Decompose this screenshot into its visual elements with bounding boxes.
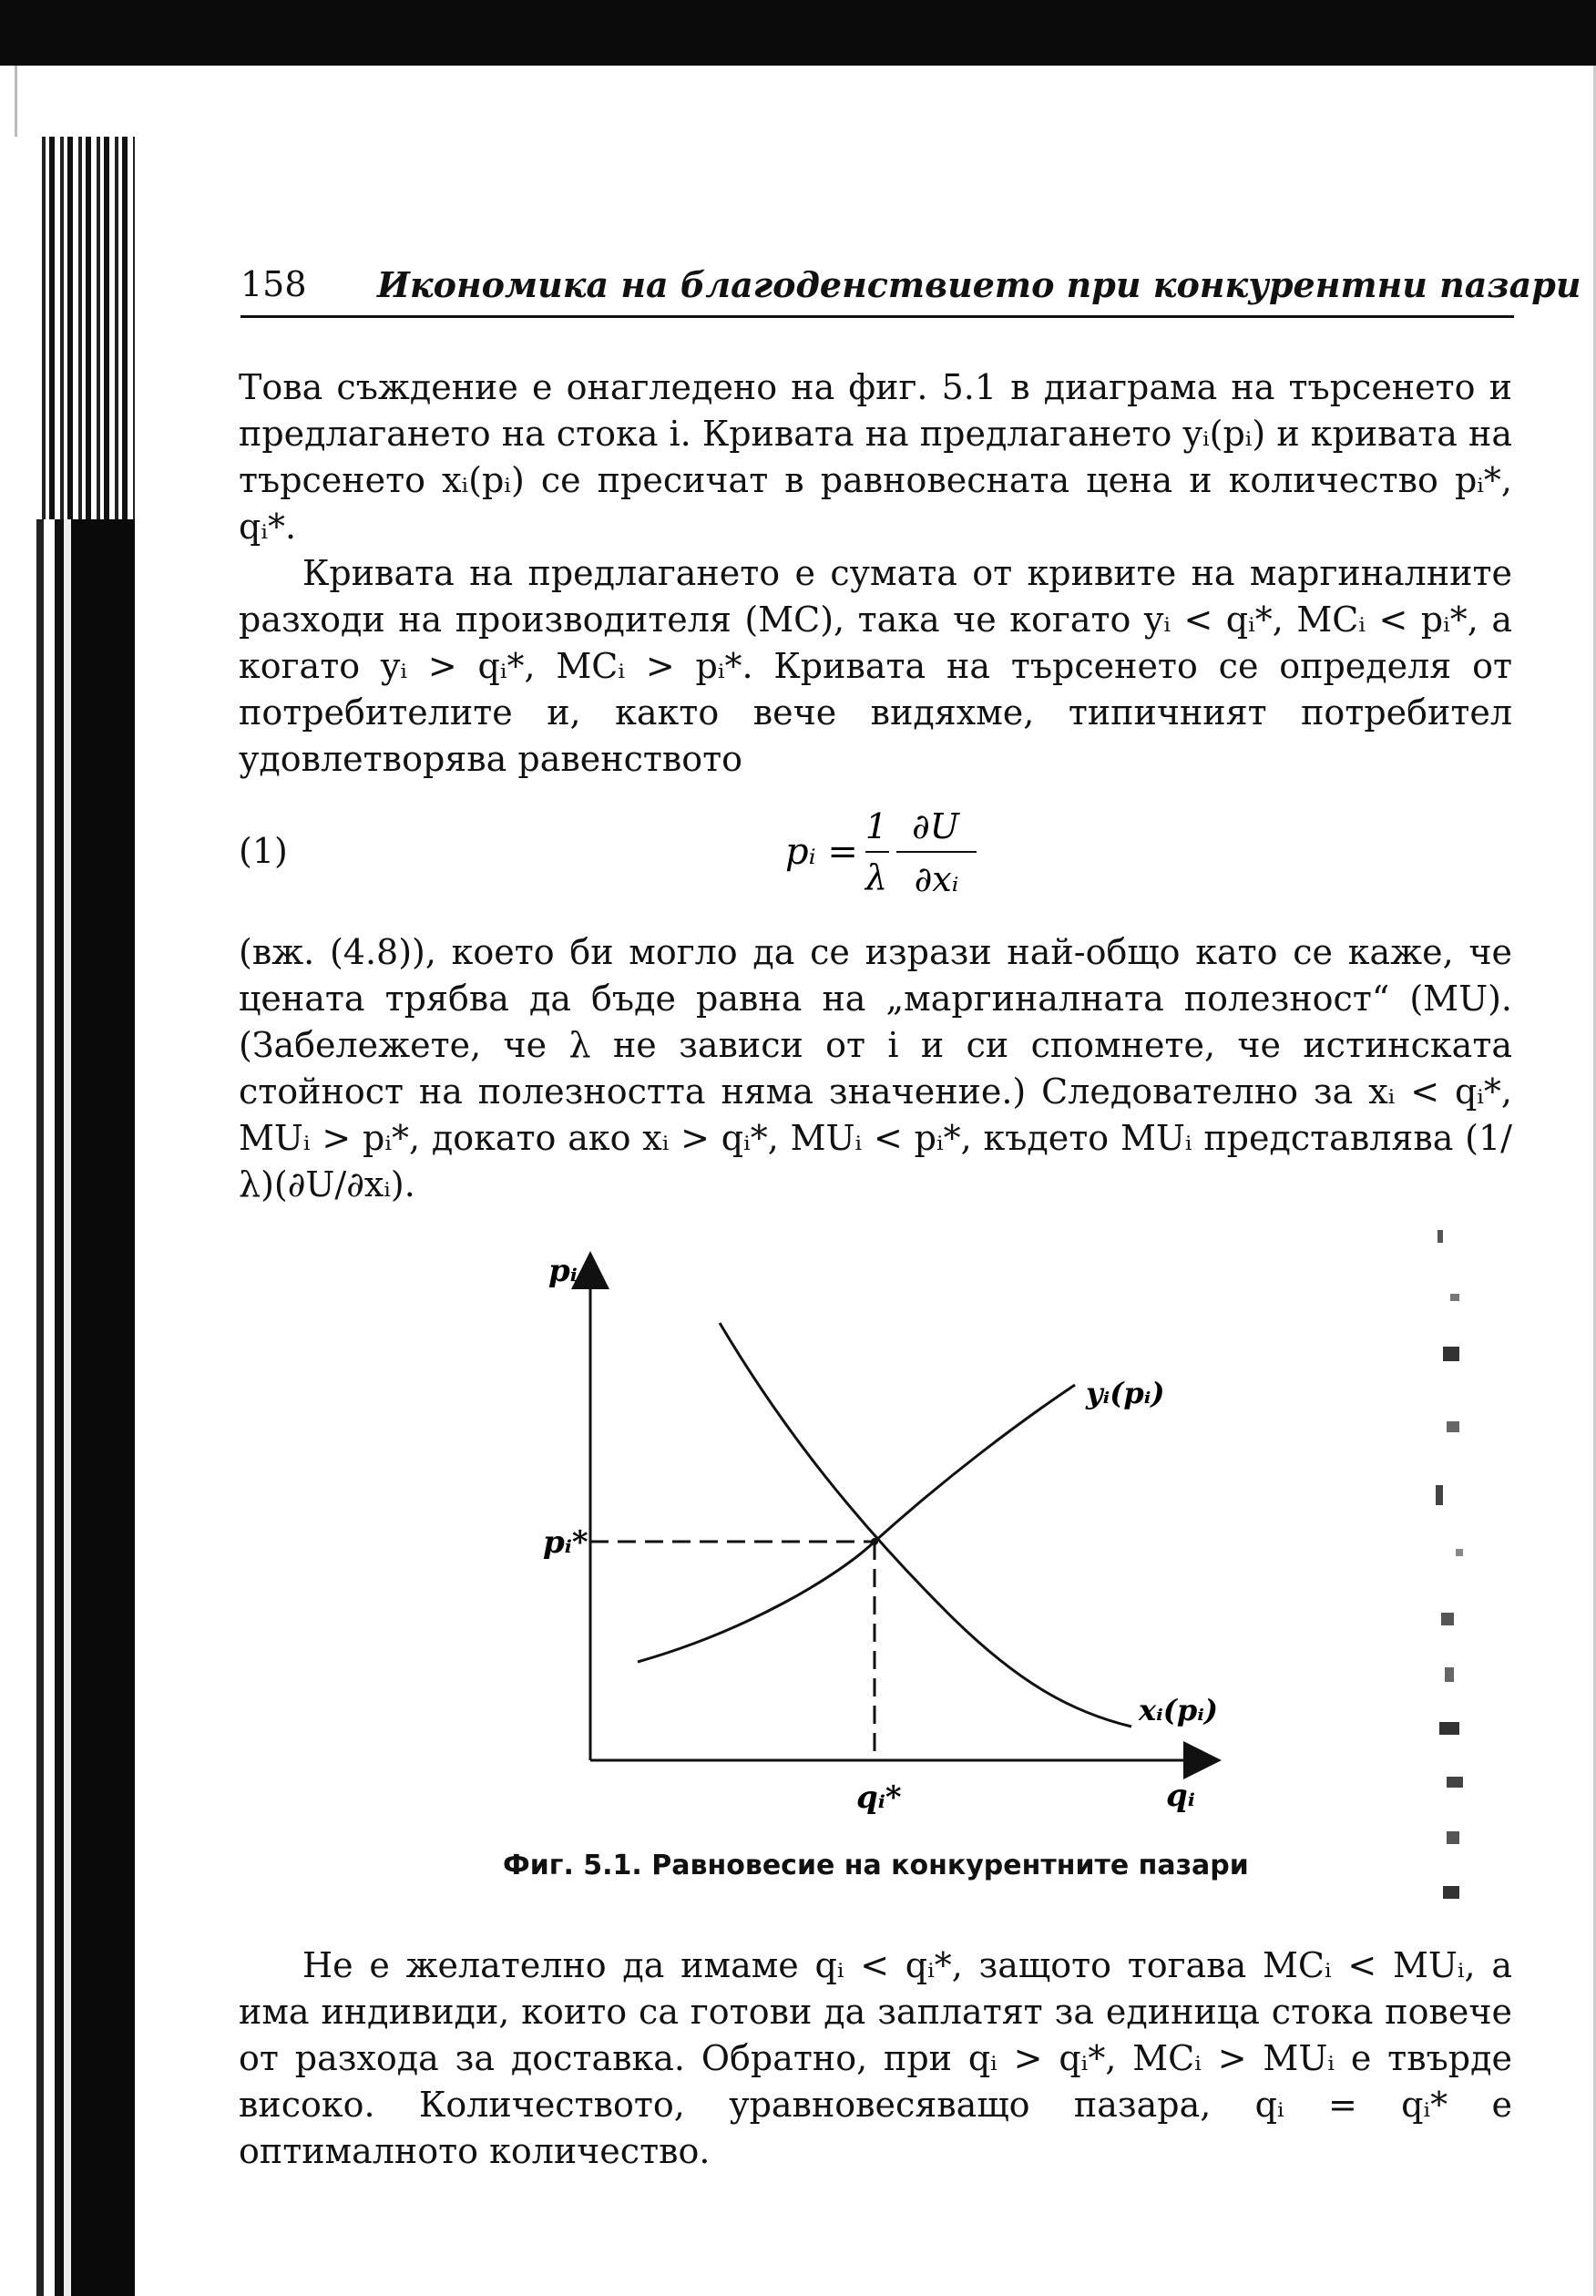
equilibrium-point — [871, 1538, 878, 1545]
paragraph-2: Кривата на предлагането е сумата от кривите на маргиналните разходи на производителя (MC), така че когато yᵢ < qᵢ*, MCᵢ < pᵢ*, а когато yᵢ > qᵢ*, MCᵢ > pᵢ*. Кривата на търсенето се определя от потребителите и, както вече видяхме, типичният потребител удовлетворява равенството — [239, 553, 1512, 779]
demand-curve-label: xᵢ(pᵢ) — [1139, 1693, 1219, 1727]
supply-curve-label: yᵢ(pᵢ) — [1086, 1376, 1165, 1410]
equation-frac-numerator: ∂U — [912, 806, 959, 846]
y-axis-label: pᵢ — [548, 1253, 578, 1289]
page-number: 158 — [240, 264, 307, 304]
paragraph-4: Не е желателно да имаме qᵢ < qᵢ*, защото тогава MCᵢ < MUᵢ, а има индивиди, които са готови да заплатят за единица стока повече от разхода за доставка. Обратно, при qᵢ > qᵢ*, MCᵢ > MUᵢ е твърде високо. Количеството, уравновесяващо пазара, qᵢ = qᵢ* е оптималното количество. — [239, 1945, 1512, 2171]
figure-caption-label: Фиг. 5.1. — [503, 1850, 642, 1881]
equation-coef-numerator: 1 — [864, 806, 888, 846]
equation-number: (1) — [239, 831, 288, 871]
figure-caption-text: Равновесие на конкурентните пазари — [651, 1850, 1249, 1881]
equation-1 — [785, 802, 986, 902]
equation-coef-denominator: λ — [864, 857, 888, 897]
equilibrium-price-label: pᵢ* — [543, 1524, 588, 1561]
page-header — [240, 264, 1581, 310]
demand-curve — [720, 1323, 1131, 1727]
figure-caption — [503, 1850, 1249, 1881]
bleed-through-noise — [1419, 1212, 1483, 1941]
scan-top-border — [0, 0, 1596, 66]
supply-curve — [638, 1385, 1075, 1662]
paragraph-1: Това съждение е онагледено на фиг. 5.1 в диаграма на търсенето и предлагането на стока i. Кривата на предлагането yᵢ(pᵢ) и кривата на търсенето xᵢ(pᵢ) се пресичат в равновесната цена и количество pᵢ*, qᵢ*. — [239, 367, 1512, 547]
equation-frac-denominator: ∂xᵢ — [914, 859, 959, 899]
header-rule — [240, 315, 1514, 318]
x-axis-label: qᵢ — [1166, 1778, 1195, 1814]
equation-lhs: pᵢ = — [785, 831, 858, 873]
paragraph-3: (вж. (4.8)), което би могло да се изрази най-общо като се каже, че цената трябва да бъде равна на „маргиналната полезност“ (MU). (Забележете, че λ не зависи от i и си спомнете, че истинската стойност на полезността няма значение.) Следователно за xᵢ < qᵢ*, MUᵢ > pᵢ*, докато ако xᵢ > qᵢ*, MUᵢ < pᵢ*, където MUᵢ представлява (1/λ)(∂U/∂xᵢ). — [239, 932, 1512, 1204]
running-title: Икономика на благоденствието при конкурентни пазари — [377, 264, 1581, 305]
equilibrium-quantity-label: qᵢ* — [856, 1779, 902, 1816]
book-spine-edge — [36, 137, 135, 519]
supply-demand-figure — [510, 1248, 1257, 1831]
